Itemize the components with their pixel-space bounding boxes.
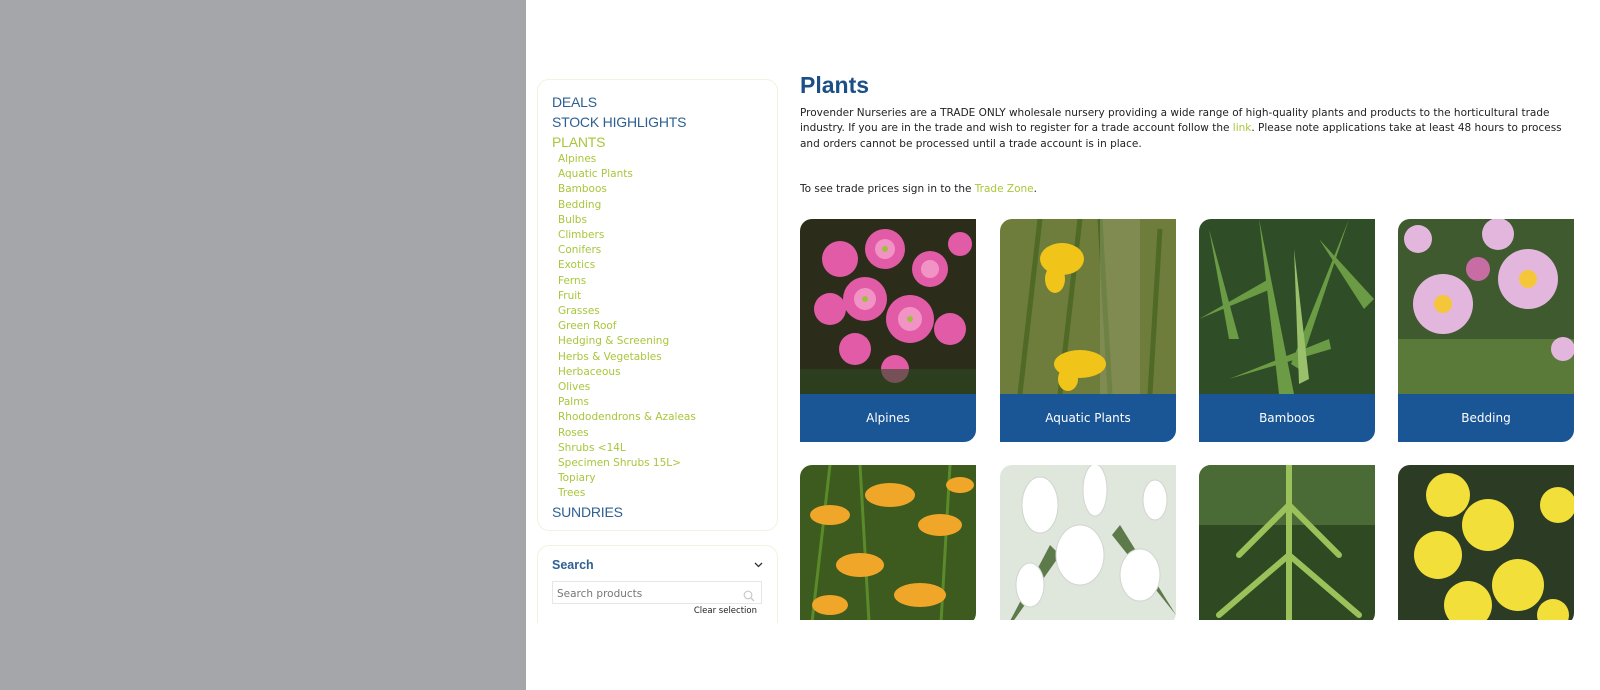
subcategory-link[interactable]: Herbs & Vegetables bbox=[558, 350, 662, 363]
category-card-bamboos[interactable] bbox=[1199, 219, 1375, 442]
clear-selection-link[interactable]: Clear selection bbox=[693, 606, 757, 616]
subcategory-link[interactable]: Conifers bbox=[558, 244, 602, 257]
subcategory-link[interactable]: Ferns bbox=[558, 274, 587, 287]
subcategory-link[interactable]: Olives bbox=[558, 381, 591, 394]
category-card-bulbs[interactable] bbox=[800, 465, 976, 620]
card-label: Alpines bbox=[800, 394, 976, 442]
category-card-conifers[interactable] bbox=[1199, 465, 1375, 620]
pink-primula-image bbox=[1398, 219, 1574, 394]
left-gray-panel bbox=[0, 0, 526, 690]
nav-plants[interactable]: PLANTS bbox=[552, 134, 606, 150]
subcategory-link[interactable]: Trees bbox=[558, 487, 586, 500]
subcategory-link[interactable]: Herbaceous bbox=[558, 365, 621, 378]
subcategory-link[interactable]: Climbers bbox=[558, 229, 605, 242]
subcategory-link[interactable]: Green Roof bbox=[558, 320, 617, 333]
category-card-aquatic-plants[interactable] bbox=[1000, 219, 1176, 442]
search-panel-header[interactable] bbox=[552, 556, 763, 574]
register-link[interactable]: link bbox=[1232, 122, 1252, 135]
signin-text: To see trade prices sign in to the bbox=[800, 182, 975, 195]
trade-zone-link[interactable]: Trade Zone bbox=[974, 182, 1034, 195]
intro-text-end: . Please note applications take at least 48 hours to process and orders cannot be processed until a trade account is in place. bbox=[800, 122, 1562, 150]
intro-text-start: Provender Nurseries are a TRADE ONLY wholesale nursery providing a wide range of high-quality plants and products to the horticultural trade industry. If you are in the trade and wish to register for a trade account follow the bbox=[800, 107, 1550, 135]
category-card-exotics[interactable] bbox=[1398, 465, 1574, 620]
signin-paragraph bbox=[800, 182, 1580, 197]
chevron-down-icon[interactable] bbox=[754, 560, 763, 571]
subcategory-link[interactable]: Fruit bbox=[558, 289, 582, 302]
search-field bbox=[552, 581, 762, 604]
card-label: Bamboos bbox=[1199, 394, 1375, 442]
search-title: Search bbox=[552, 558, 594, 572]
category-grid bbox=[800, 219, 1575, 620]
subcategory-link[interactable]: Aquatic Plants bbox=[558, 168, 633, 181]
bamboo-leaves-image bbox=[1199, 219, 1375, 394]
card-label: Aquatic Plants bbox=[1000, 394, 1176, 442]
subcategory-link[interactable]: Bamboos bbox=[558, 183, 607, 196]
category-card-climbers[interactable] bbox=[1000, 465, 1176, 620]
card-label: Bedding bbox=[1398, 394, 1574, 442]
plants-subcategory-list bbox=[552, 152, 763, 502]
orange-crocosmia-image bbox=[800, 465, 976, 620]
yellow-iris-image bbox=[1000, 219, 1176, 394]
signin-text-end: . bbox=[1033, 182, 1037, 195]
category-sidebar bbox=[537, 79, 778, 531]
subcategory-link[interactable]: Topiary bbox=[558, 472, 596, 485]
subcategory-link[interactable]: Roses bbox=[558, 426, 589, 439]
page-title: Plants bbox=[800, 72, 870, 98]
search-icon[interactable] bbox=[743, 587, 755, 599]
main-content bbox=[800, 70, 1580, 197]
nav-sundries[interactable]: SUNDRIES bbox=[552, 503, 623, 520]
conifer-branch-image bbox=[1199, 465, 1375, 620]
nav-deals[interactable]: DEALS bbox=[552, 94, 597, 110]
subcategory-link[interactable]: Bedding bbox=[558, 198, 602, 211]
pink-flowers-image bbox=[800, 219, 976, 394]
intro-paragraph bbox=[800, 106, 1580, 152]
subcategory-link[interactable]: Specimen Shrubs 15L> bbox=[558, 457, 681, 470]
yellow-mimosa-image bbox=[1398, 465, 1574, 620]
category-card-alpines[interactable] bbox=[800, 219, 976, 442]
subcategory-link[interactable]: Rhododendrons & Azaleas bbox=[558, 411, 696, 424]
subcategory-link[interactable]: Palms bbox=[558, 396, 589, 409]
search-panel bbox=[537, 545, 778, 623]
subcategory-link[interactable]: Exotics bbox=[558, 259, 596, 272]
search-input[interactable] bbox=[553, 584, 738, 605]
category-card-bedding[interactable] bbox=[1398, 219, 1574, 442]
subcategory-link[interactable]: Bulbs bbox=[558, 213, 587, 226]
subcategory-link[interactable]: Alpines bbox=[558, 153, 597, 165]
subcategory-link[interactable]: Shrubs <14L bbox=[558, 441, 626, 454]
subcategory-link[interactable]: Hedging & Screening bbox=[558, 335, 670, 348]
subcategory-link[interactable]: Grasses bbox=[558, 305, 600, 318]
white-orchid-image bbox=[1000, 465, 1176, 620]
nav-stock-highlights[interactable]: STOCK HIGHLIGHTS bbox=[552, 114, 687, 130]
